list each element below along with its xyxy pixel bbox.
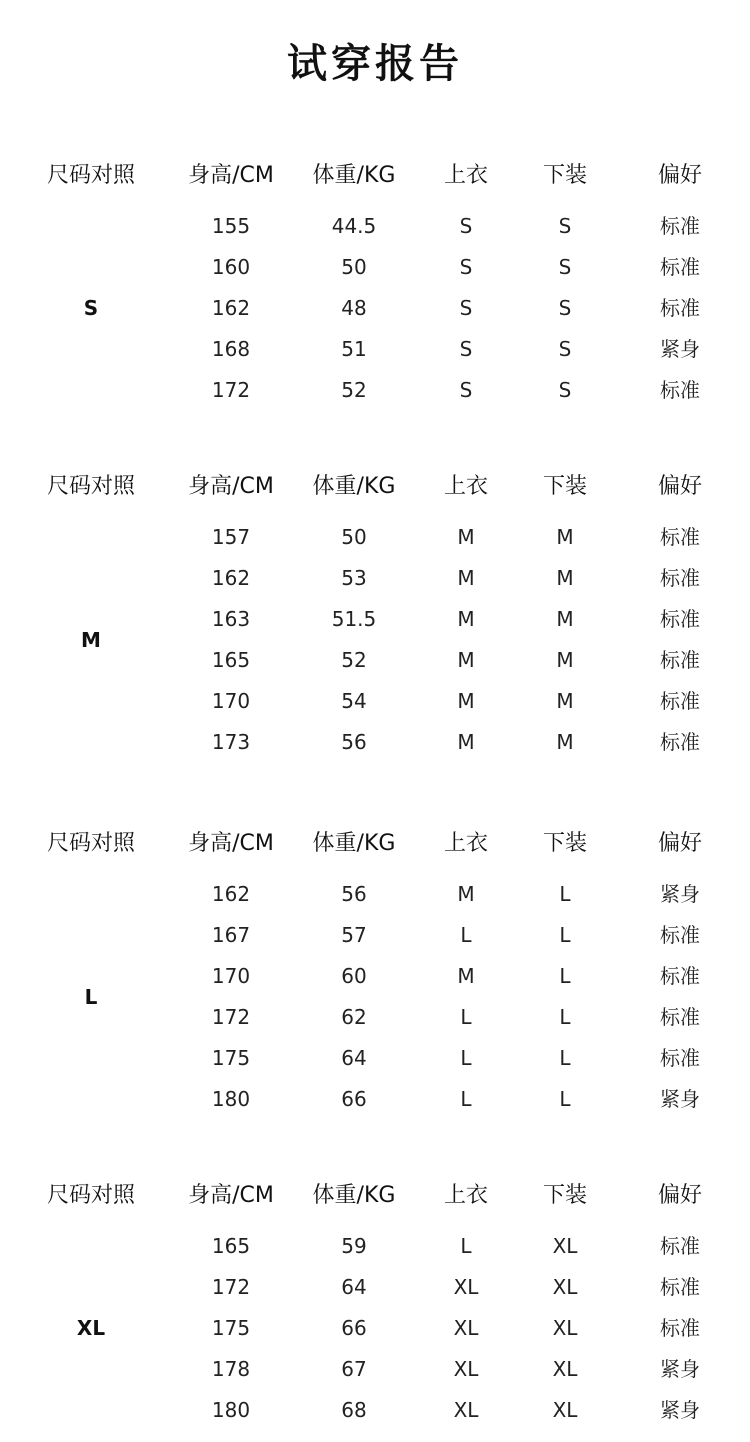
table-cell: 170 (211, 689, 251, 713)
column-header: 下装 (542, 163, 587, 188)
column-header: 体重/KG (312, 831, 396, 856)
table-cell: XL (453, 1398, 479, 1422)
table-cell: 标准 (660, 923, 700, 947)
column-header: 体重/KG (312, 163, 396, 188)
column-header: 下装 (542, 1183, 587, 1208)
table-cell: 165 (211, 648, 251, 672)
table-cell: 标准 (660, 1005, 700, 1029)
table-cell: 标准 (660, 378, 700, 402)
table-cell: 标准 (660, 689, 700, 713)
table-cell: 167 (211, 923, 251, 947)
table-cell: 标准 (660, 1275, 700, 1299)
table-cell: L (460, 1234, 472, 1258)
column-header: 体重/KG (312, 1183, 396, 1208)
size-label: M (81, 627, 101, 652)
table-cell: 48 (341, 296, 367, 320)
table-cell: 56 (341, 730, 367, 754)
table-cell: 51 (341, 337, 367, 361)
table-cell: 44.5 (331, 214, 377, 238)
table-cell: 57 (341, 923, 367, 947)
table-cell: 50 (341, 255, 367, 279)
table-cell: 52 (341, 648, 367, 672)
table-cell: 标准 (660, 566, 700, 590)
table-cell: 53 (341, 566, 367, 590)
table-cell: 标准 (660, 730, 700, 754)
table-cell: S (558, 337, 572, 361)
column-header: 偏好 (657, 1183, 702, 1208)
table-cell: 64 (341, 1275, 367, 1299)
column-header: 身高/CM (188, 163, 274, 188)
table-cell: 标准 (660, 607, 700, 631)
table-cell: 160 (211, 255, 251, 279)
table-cell: 紧身 (660, 1398, 700, 1422)
table-cell: 51.5 (331, 607, 377, 631)
column-header: 上衣 (443, 474, 488, 499)
table-cell: 标准 (660, 1046, 700, 1070)
table-cell: 172 (211, 1005, 251, 1029)
size-label: S (83, 296, 99, 320)
page-title: 试穿报告 (287, 41, 463, 87)
table-cell: L (460, 923, 472, 947)
table-cell: 175 (211, 1316, 251, 1340)
table-cell: XL (552, 1316, 578, 1340)
table-cell: L (460, 1046, 472, 1070)
table-cell: 紧身 (660, 882, 700, 906)
table-cell: XL (453, 1275, 479, 1299)
table-cell: XL (552, 1234, 578, 1258)
table-cell: M (457, 964, 475, 988)
table-cell: S (459, 378, 473, 402)
table-cell: M (556, 648, 574, 672)
table-cell: 标准 (660, 1316, 700, 1340)
table-cell: 67 (341, 1357, 367, 1381)
table-cell: 180 (211, 1087, 251, 1111)
table-cell: 155 (211, 214, 251, 238)
column-header: 身高/CM (188, 474, 274, 499)
table-cell: M (556, 730, 574, 754)
column-header: 上衣 (443, 1183, 488, 1208)
column-header: 体重/KG (312, 474, 396, 499)
table-cell: S (558, 296, 572, 320)
table-cell: 紧身 (660, 1087, 700, 1111)
table-cell: S (558, 255, 572, 279)
column-header: 偏好 (657, 831, 702, 856)
table-cell: 标准 (660, 296, 700, 320)
table-cell: 标准 (660, 964, 700, 988)
table-cell: M (457, 648, 475, 672)
table-cell: S (558, 214, 572, 238)
table-cell: M (457, 566, 475, 590)
table-cell: 标准 (660, 1234, 700, 1258)
column-header: 尺码对照 (46, 474, 135, 499)
table-cell: L (559, 1087, 571, 1111)
table-cell: S (459, 214, 473, 238)
table-cell: M (556, 607, 574, 631)
table-cell: L (559, 964, 571, 988)
table-cell: 170 (211, 964, 251, 988)
table-cell: 64 (341, 1046, 367, 1070)
table-cell: XL (552, 1357, 578, 1381)
table-cell: M (457, 882, 475, 906)
column-header: 身高/CM (188, 831, 274, 856)
table-cell: 163 (211, 607, 251, 631)
table-cell: 56 (341, 882, 367, 906)
table-cell: 紧身 (660, 337, 700, 361)
column-header: 尺码对照 (46, 1183, 135, 1208)
column-header: 尺码对照 (46, 163, 135, 188)
table-cell: XL (453, 1357, 479, 1381)
table-cell: 162 (211, 566, 251, 590)
table-cell: L (559, 923, 571, 947)
table-cell: 54 (341, 689, 367, 713)
table-cell: S (459, 337, 473, 361)
table-cell: M (556, 525, 574, 549)
table-cell: 157 (211, 525, 251, 549)
table-cell: L (559, 1046, 571, 1070)
table-cell: 168 (211, 337, 251, 361)
table-cell: M (457, 525, 475, 549)
table-cell: L (460, 1087, 472, 1111)
table-cell: 180 (211, 1398, 251, 1422)
table-cell: M (556, 566, 574, 590)
table-cell: 60 (341, 964, 367, 988)
table-cell: 标准 (660, 648, 700, 672)
table-cell: 68 (341, 1398, 367, 1422)
column-header: 尺码对照 (46, 831, 135, 856)
table-cell: 标准 (660, 525, 700, 549)
table-cell: 172 (211, 378, 251, 402)
table-cell: XL (552, 1275, 578, 1299)
table-cell: 175 (211, 1046, 251, 1070)
table-cell: M (457, 607, 475, 631)
column-header: 上衣 (443, 831, 488, 856)
table-cell: 173 (211, 730, 251, 754)
table-cell: 62 (341, 1005, 367, 1029)
table-cell: 178 (211, 1357, 251, 1381)
table-cell: S (558, 378, 572, 402)
table-cell: 52 (341, 378, 367, 402)
table-cell: 59 (341, 1234, 367, 1258)
table-cell: 66 (341, 1316, 367, 1340)
table-cell: 172 (211, 1275, 251, 1299)
table-cell: 165 (211, 1234, 251, 1258)
column-header: 偏好 (657, 474, 702, 499)
table-cell: M (457, 730, 475, 754)
table-cell: M (457, 689, 475, 713)
table-cell: 66 (341, 1087, 367, 1111)
column-header: 上衣 (443, 163, 488, 188)
column-header: 下装 (542, 831, 587, 856)
table-cell: XL (552, 1398, 578, 1422)
table-cell: S (459, 255, 473, 279)
size-label: L (84, 984, 98, 1009)
table-cell: XL (453, 1316, 479, 1340)
table-cell: 162 (211, 882, 251, 906)
column-header: 偏好 (657, 163, 702, 188)
table-cell: 标准 (660, 255, 700, 279)
table-cell: S (459, 296, 473, 320)
table-cell: L (559, 882, 571, 906)
table-cell: 50 (341, 525, 367, 549)
table-cell: 162 (211, 296, 251, 320)
table-cell: L (559, 1005, 571, 1029)
column-header: 身高/CM (188, 1183, 274, 1208)
size-label: XL (76, 1316, 106, 1340)
table-cell: L (460, 1005, 472, 1029)
column-header: 下装 (542, 474, 587, 499)
table-cell: 标准 (660, 214, 700, 238)
table-cell: M (556, 689, 574, 713)
table-cell: 紧身 (660, 1357, 700, 1381)
